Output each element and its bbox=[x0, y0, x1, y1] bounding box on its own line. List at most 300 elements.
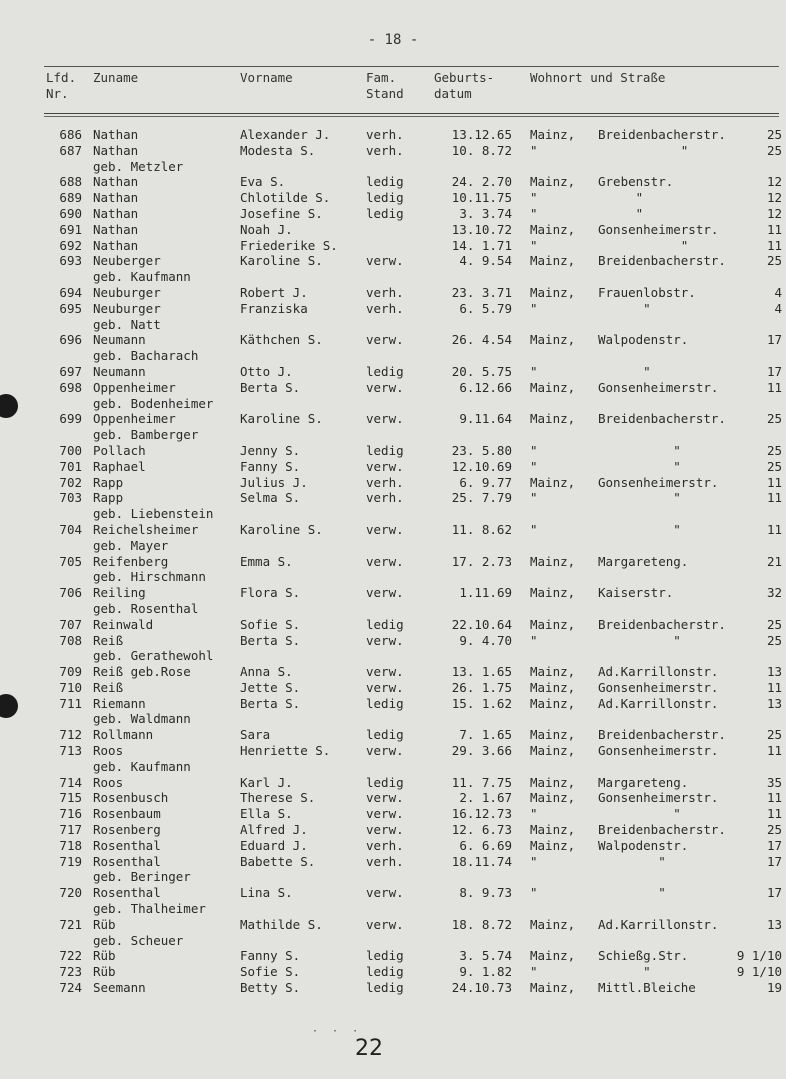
house-number: 25 bbox=[766, 822, 782, 838]
birth-date: 18. 8.72 bbox=[451, 916, 512, 932]
house-number: 4 bbox=[774, 284, 782, 300]
town: " bbox=[530, 853, 538, 869]
street: Breidenbacherstr. bbox=[598, 127, 726, 142]
entry-number: 708 bbox=[59, 632, 82, 648]
birth-date: 26. 1.75 bbox=[451, 679, 512, 695]
birth-date: 14. 1.71 bbox=[451, 237, 512, 253]
entry-number: 706 bbox=[59, 585, 82, 601]
surname: Reinwald bbox=[93, 616, 154, 632]
birth-name: geb. Bamberger bbox=[93, 427, 199, 443]
birth-date: 13. 1.65 bbox=[451, 664, 512, 680]
family-status: verh. bbox=[366, 474, 404, 490]
entry-number: 690 bbox=[59, 205, 82, 221]
birth-date: 16.12.73 bbox=[451, 806, 512, 822]
entry-number: 695 bbox=[59, 300, 82, 316]
header-datum: datum bbox=[434, 86, 472, 101]
register-table bbox=[0, 127, 786, 996]
birth-name-row bbox=[0, 427, 786, 443]
house-number: 11 bbox=[766, 474, 782, 490]
street: " bbox=[598, 853, 666, 869]
street: Gonsenheimerstr. bbox=[598, 743, 719, 759]
table-row bbox=[0, 443, 786, 459]
first-name: Sofie S. bbox=[240, 616, 301, 632]
first-name: Franziska bbox=[240, 300, 308, 316]
house-number: 35 bbox=[766, 774, 782, 790]
street: " bbox=[598, 458, 681, 474]
surname: Reiß bbox=[93, 632, 124, 648]
birth-name-row bbox=[0, 348, 786, 364]
town: Mainz, bbox=[530, 411, 576, 427]
table-row bbox=[0, 522, 786, 538]
entry-number: 691 bbox=[59, 221, 82, 237]
family-status: ledig bbox=[366, 190, 404, 206]
birth-name: geb. Beringer bbox=[93, 869, 191, 885]
house-number: 25 bbox=[766, 411, 782, 427]
birth-date: 13.10.72 bbox=[451, 221, 512, 237]
header-geburts: Geburts- bbox=[434, 70, 495, 85]
family-status: ledig bbox=[366, 695, 404, 711]
street: Breidenbacherstr. bbox=[598, 253, 726, 269]
first-name: Eduard J. bbox=[240, 837, 308, 853]
first-name: Therese S. bbox=[240, 790, 316, 806]
table-row bbox=[0, 190, 786, 206]
header-rule-double bbox=[44, 116, 779, 117]
entry-number: 687 bbox=[59, 142, 82, 158]
family-status: verw. bbox=[366, 822, 404, 838]
birth-date: 3. 3.74 bbox=[459, 205, 512, 221]
birth-name: geb. Rosenthal bbox=[93, 600, 199, 616]
town: " bbox=[530, 237, 538, 253]
family-status: verw. bbox=[366, 632, 404, 648]
entry-number: 698 bbox=[59, 379, 82, 395]
family-status: verw. bbox=[366, 806, 404, 822]
table-row bbox=[0, 143, 786, 159]
surname: Reichelsheimer bbox=[93, 521, 199, 537]
town: " bbox=[530, 806, 538, 822]
birth-name: geb. Hirschmann bbox=[93, 569, 206, 585]
birth-date: 11. 7.75 bbox=[451, 774, 512, 790]
family-status: verh. bbox=[366, 142, 404, 158]
table-row bbox=[0, 885, 786, 901]
first-name: Ella S. bbox=[240, 806, 293, 822]
header-fam: Fam. bbox=[366, 70, 397, 85]
street: Grebenstr. bbox=[598, 174, 674, 190]
street: " bbox=[598, 490, 681, 506]
first-name: Berta S. bbox=[240, 379, 301, 395]
table-row bbox=[0, 727, 786, 743]
town: Mainz, bbox=[530, 664, 576, 680]
house-number: 11 bbox=[766, 490, 782, 506]
birth-date: 23. 3.71 bbox=[451, 284, 512, 300]
table-row bbox=[0, 633, 786, 649]
birth-date: 1.11.69 bbox=[459, 585, 512, 601]
entry-number: 721 bbox=[59, 916, 82, 932]
surname: Nathan bbox=[93, 142, 139, 158]
first-name: Friederike S. bbox=[240, 237, 338, 253]
first-name: Karoline S. bbox=[240, 411, 323, 427]
header-zuname: Zuname bbox=[93, 70, 139, 85]
town: Mainz, bbox=[530, 822, 576, 838]
first-name: Emma S. bbox=[240, 553, 293, 569]
first-name: Julius J. bbox=[240, 474, 308, 490]
first-name: Babette S. bbox=[240, 853, 316, 869]
header-vorname: Vorname bbox=[240, 70, 293, 85]
street: " bbox=[598, 300, 651, 316]
birth-name: geb. Scheuer bbox=[93, 932, 184, 948]
street: " bbox=[598, 442, 681, 458]
surname: Nathan bbox=[93, 237, 139, 253]
birth-name-row bbox=[0, 711, 786, 727]
birth-date: 9. 4.70 bbox=[459, 632, 512, 648]
page-number: - 18 - bbox=[367, 32, 419, 48]
table-row bbox=[0, 696, 786, 712]
surname: Rosenthal bbox=[93, 853, 161, 869]
surname: Reifenberg bbox=[93, 553, 169, 569]
surname: Rüb bbox=[93, 948, 116, 964]
town: Mainz, bbox=[530, 616, 576, 632]
surname: Oppenheimer bbox=[93, 411, 176, 427]
entry-number: 718 bbox=[59, 837, 82, 853]
street: " bbox=[598, 632, 681, 648]
town: Mainz, bbox=[530, 948, 576, 964]
surname: Rosenbaum bbox=[93, 806, 161, 822]
birth-date: 20. 5.75 bbox=[451, 363, 512, 379]
table-row bbox=[0, 617, 786, 633]
family-status: verw. bbox=[366, 664, 404, 680]
birth-name: geb. Natt bbox=[93, 316, 161, 332]
surname: Nathan bbox=[93, 190, 139, 206]
entry-number: 724 bbox=[59, 980, 82, 996]
table-row bbox=[0, 127, 786, 143]
birth-name: geb. Liebenstein bbox=[93, 506, 214, 522]
birth-name-row bbox=[0, 269, 786, 285]
family-status: verh. bbox=[366, 837, 404, 853]
street: Kaiserstr. bbox=[598, 585, 674, 601]
birth-name-row bbox=[0, 569, 786, 585]
table-row bbox=[0, 174, 786, 190]
first-name: Alexander J. bbox=[240, 127, 331, 142]
family-status: verh. bbox=[366, 853, 404, 869]
entry-number: 716 bbox=[59, 806, 82, 822]
table-row bbox=[0, 301, 786, 317]
entry-number: 712 bbox=[59, 727, 82, 743]
entry-number: 694 bbox=[59, 284, 82, 300]
first-name: Flora S. bbox=[240, 585, 301, 601]
family-status: verh. bbox=[366, 284, 404, 300]
entry-number: 723 bbox=[59, 964, 82, 980]
family-status: ledig bbox=[366, 727, 404, 743]
table-row bbox=[0, 238, 786, 254]
house-number: 21 bbox=[766, 553, 782, 569]
house-number: 25 bbox=[766, 442, 782, 458]
street: Ad.Karrillonstr. bbox=[598, 664, 719, 680]
first-name: Anna S. bbox=[240, 664, 293, 680]
family-status: verh. bbox=[366, 490, 404, 506]
family-status: ledig bbox=[366, 174, 404, 190]
entry-number: 715 bbox=[59, 790, 82, 806]
town: Mainz, bbox=[530, 679, 576, 695]
house-number: 25 bbox=[766, 616, 782, 632]
birth-date: 12.10.69 bbox=[451, 458, 512, 474]
table-row bbox=[0, 554, 786, 570]
entry-number: 717 bbox=[59, 822, 82, 838]
entry-number: 688 bbox=[59, 174, 82, 190]
street: Breidenbacherstr. bbox=[598, 822, 726, 838]
birth-date: 26. 4.54 bbox=[451, 332, 512, 348]
family-status: ledig bbox=[366, 980, 404, 996]
table-row bbox=[0, 490, 786, 506]
entry-number: 722 bbox=[59, 948, 82, 964]
header-lfd: Lfd. bbox=[46, 70, 77, 85]
first-name: Henriette S. bbox=[240, 743, 331, 759]
entry-number: 720 bbox=[59, 885, 82, 901]
birth-date: 25. 7.79 bbox=[451, 490, 512, 506]
street: Margareteng. bbox=[598, 774, 689, 790]
street: " bbox=[598, 205, 644, 221]
surname: Reiling bbox=[93, 585, 146, 601]
town: Mainz, bbox=[530, 837, 576, 853]
house-number: 32 bbox=[766, 585, 782, 601]
first-name: Robert J. bbox=[240, 284, 308, 300]
surname: Oppenheimer bbox=[93, 379, 176, 395]
first-name: Alfred J. bbox=[240, 822, 308, 838]
town: " bbox=[530, 205, 538, 221]
house-number: 11 bbox=[766, 790, 782, 806]
first-name: Karl J. bbox=[240, 774, 293, 790]
birth-date: 9. 1.82 bbox=[459, 964, 512, 980]
town: Mainz, bbox=[530, 174, 576, 190]
house-number: 19 bbox=[766, 980, 782, 996]
street: " bbox=[598, 363, 651, 379]
house-number: 17 bbox=[766, 332, 782, 348]
town: Mainz, bbox=[530, 332, 576, 348]
birth-name-row bbox=[0, 901, 786, 917]
entry-number: 701 bbox=[59, 458, 82, 474]
birth-date: 17. 2.73 bbox=[451, 553, 512, 569]
birth-name-row bbox=[0, 601, 786, 617]
street: Schießg.Str. bbox=[598, 948, 689, 964]
house-number: 17 bbox=[766, 837, 782, 853]
street: Gonsenheimerstr. bbox=[598, 221, 719, 237]
surname: Rüb bbox=[93, 964, 116, 980]
table-row bbox=[0, 585, 786, 601]
birth-date: 22.10.64 bbox=[451, 616, 512, 632]
table-row bbox=[0, 222, 786, 238]
house-number: 25 bbox=[766, 127, 782, 142]
house-number: 17 bbox=[766, 363, 782, 379]
street: " bbox=[598, 237, 689, 253]
birth-date: 6.12.66 bbox=[459, 379, 512, 395]
table-row bbox=[0, 332, 786, 348]
surname: Seemann bbox=[93, 980, 146, 996]
street: Breidenbacherstr. bbox=[598, 411, 726, 427]
family-status: verw. bbox=[366, 553, 404, 569]
street: Frauenlobstr. bbox=[598, 284, 696, 300]
entry-number: 702 bbox=[59, 474, 82, 490]
table-header bbox=[0, 70, 786, 110]
first-name: Karoline S. bbox=[240, 521, 323, 537]
birth-date: 15. 1.62 bbox=[451, 695, 512, 711]
family-status: verw. bbox=[366, 679, 404, 695]
street: Gonsenheimerstr. bbox=[598, 474, 719, 490]
birth-name: geb. Metzler bbox=[93, 158, 184, 174]
header-stand: Stand bbox=[366, 86, 404, 101]
footer-dots: · · · bbox=[312, 1026, 363, 1037]
first-name: Karoline S. bbox=[240, 253, 323, 269]
first-name: Jenny S. bbox=[240, 442, 301, 458]
town: " bbox=[530, 490, 538, 506]
birth-name: geb. Kaufmann bbox=[93, 758, 191, 774]
entry-number: 707 bbox=[59, 616, 82, 632]
entry-number: 713 bbox=[59, 743, 82, 759]
table-row bbox=[0, 822, 786, 838]
first-name: Modesta S. bbox=[240, 142, 316, 158]
surname: Nathan bbox=[93, 205, 139, 221]
town: Mainz, bbox=[530, 774, 576, 790]
birth-name: geb. Mayer bbox=[93, 537, 169, 553]
street: " bbox=[598, 885, 666, 901]
town: Mainz, bbox=[530, 916, 576, 932]
house-number: 25 bbox=[766, 632, 782, 648]
town: Mainz, bbox=[530, 790, 576, 806]
house-number: 13 bbox=[766, 916, 782, 932]
table-row bbox=[0, 980, 786, 996]
surname: Rapp bbox=[93, 474, 124, 490]
family-status: ledig bbox=[366, 363, 404, 379]
birth-date: 7. 1.65 bbox=[459, 727, 512, 743]
street: Margareteng. bbox=[598, 553, 689, 569]
surname: Neuburger bbox=[93, 300, 161, 316]
first-name: Mathilde S. bbox=[240, 916, 323, 932]
surname: Neumann bbox=[93, 363, 146, 379]
surname: Rüb bbox=[93, 916, 116, 932]
birth-date: 9.11.64 bbox=[459, 411, 512, 427]
house-number: 25 bbox=[766, 727, 782, 743]
birth-date: 8. 9.73 bbox=[459, 885, 512, 901]
town: Mainz, bbox=[530, 127, 576, 142]
town: Mainz, bbox=[530, 585, 576, 601]
surname: Rapp bbox=[93, 490, 124, 506]
town: " bbox=[530, 964, 538, 980]
house-number: 12 bbox=[766, 205, 782, 221]
family-status: verw. bbox=[366, 253, 404, 269]
table-row bbox=[0, 806, 786, 822]
family-status: ledig bbox=[366, 616, 404, 632]
entry-number: 714 bbox=[59, 774, 82, 790]
birth-name: geb. Waldmann bbox=[93, 711, 191, 727]
birth-name-row bbox=[0, 317, 786, 333]
birth-name: geb. Bodenheimer bbox=[93, 395, 214, 411]
surname: Rosenthal bbox=[93, 837, 161, 853]
header-rule bbox=[44, 113, 779, 114]
entry-number: 700 bbox=[59, 442, 82, 458]
town: " bbox=[530, 300, 538, 316]
house-number: 17 bbox=[766, 853, 782, 869]
house-number: 11 bbox=[766, 379, 782, 395]
surname: Rollmann bbox=[93, 727, 154, 743]
family-status: verw. bbox=[366, 916, 404, 932]
street: " bbox=[598, 521, 681, 537]
birth-name: geb. Bacharach bbox=[93, 348, 199, 364]
birth-date: 6. 5.79 bbox=[459, 300, 512, 316]
town: Mainz, bbox=[530, 253, 576, 269]
surname: Nathan bbox=[93, 221, 139, 237]
birth-name-row bbox=[0, 159, 786, 175]
table-row bbox=[0, 964, 786, 980]
birth-date: 6. 9.77 bbox=[459, 474, 512, 490]
entry-number: 697 bbox=[59, 363, 82, 379]
birth-name-row bbox=[0, 759, 786, 775]
town: Mainz, bbox=[530, 727, 576, 743]
birth-name-row bbox=[0, 538, 786, 554]
birth-date: 3. 5.74 bbox=[459, 948, 512, 964]
house-number: 12 bbox=[766, 174, 782, 190]
house-number: 25 bbox=[766, 142, 782, 158]
town: " bbox=[530, 458, 538, 474]
house-number: 11 bbox=[766, 237, 782, 253]
first-name: Otto J. bbox=[240, 363, 293, 379]
house-number: 13 bbox=[766, 664, 782, 680]
table-row bbox=[0, 411, 786, 427]
table-row bbox=[0, 680, 786, 696]
surname: Reiß geb.Rose bbox=[93, 664, 191, 680]
birth-name-row bbox=[0, 869, 786, 885]
town: " bbox=[530, 142, 538, 158]
table-row bbox=[0, 380, 786, 396]
house-number: 11 bbox=[766, 521, 782, 537]
birth-date: 24. 2.70 bbox=[451, 174, 512, 190]
header-wohnort: Wohnort und Straße bbox=[530, 70, 666, 85]
street: Gonsenheimerstr. bbox=[598, 379, 719, 395]
family-status: verw. bbox=[366, 743, 404, 759]
town: Mainz, bbox=[530, 474, 576, 490]
birth-date: 18.11.74 bbox=[451, 853, 512, 869]
town: Mainz, bbox=[530, 695, 576, 711]
surname: Neuburger bbox=[93, 284, 161, 300]
table-row bbox=[0, 854, 786, 870]
town: Mainz, bbox=[530, 221, 576, 237]
town: " bbox=[530, 632, 538, 648]
surname: Pollach bbox=[93, 442, 146, 458]
surname: Neuberger bbox=[93, 253, 161, 269]
town: Mainz, bbox=[530, 379, 576, 395]
first-name: Berta S. bbox=[240, 695, 301, 711]
street: Walpodenstr. bbox=[598, 837, 689, 853]
street: " bbox=[598, 190, 644, 206]
surname: Roos bbox=[93, 743, 124, 759]
street: Mittl.Bleiche bbox=[598, 980, 696, 996]
entry-number: 686 bbox=[59, 127, 82, 142]
birth-date: 29. 3.66 bbox=[451, 743, 512, 759]
entry-number: 711 bbox=[59, 695, 82, 711]
birth-date: 13.12.65 bbox=[451, 127, 512, 142]
house-number: 11 bbox=[766, 806, 782, 822]
street: Breidenbacherstr. bbox=[598, 727, 726, 743]
house-number: 12 bbox=[766, 190, 782, 206]
table-row bbox=[0, 790, 786, 806]
birth-name-row bbox=[0, 648, 786, 664]
house-number: 11 bbox=[766, 743, 782, 759]
town: " bbox=[530, 190, 538, 206]
surname: Reiß bbox=[93, 679, 124, 695]
first-name: Betty S. bbox=[240, 980, 301, 996]
house-number: 9 1/10 bbox=[736, 948, 782, 964]
surname: Rosenbusch bbox=[93, 790, 169, 806]
town: Mainz, bbox=[530, 284, 576, 300]
family-status: verw. bbox=[366, 790, 404, 806]
entry-number: 692 bbox=[59, 237, 82, 253]
table-row bbox=[0, 743, 786, 759]
